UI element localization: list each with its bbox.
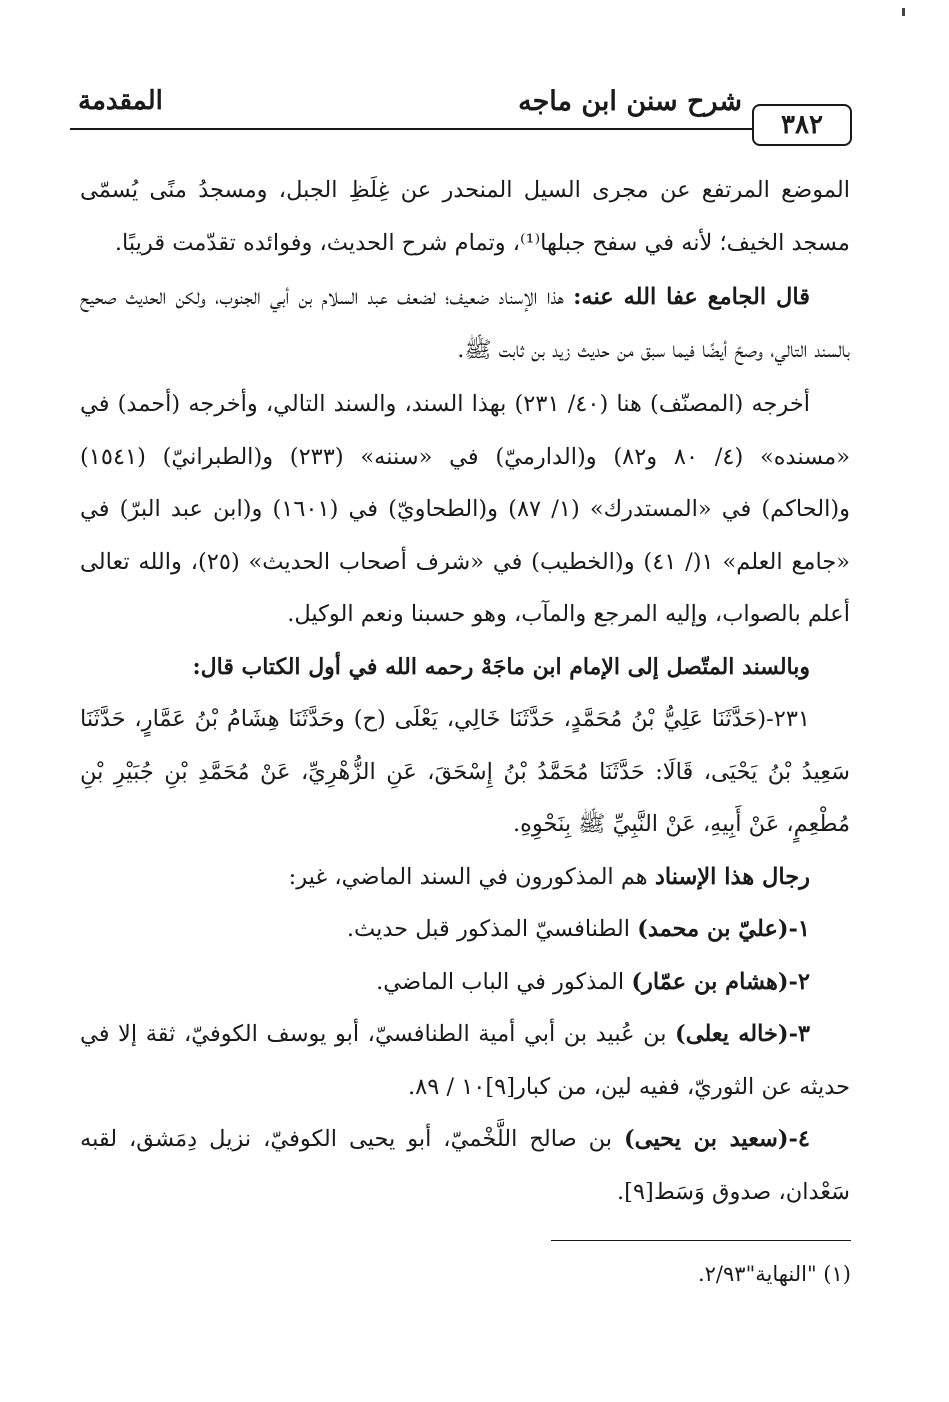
book-title: شرح سنن ابن ماجه	[518, 86, 742, 117]
narrator-name-3: ٣-(خاله يعلى)	[675, 1021, 811, 1047]
header-rule	[70, 128, 752, 130]
narrator-desc-1: الطنافسيّ المذكور قبل حديث.	[346, 916, 638, 942]
footnote-rule	[551, 1240, 851, 1241]
paragraph-3: أخرجه (المصنّف) هنا (٤٠/ ٢٣١) بهذا السند، والسند التالي، وأخرجه (أحمد) في «مسنده» (٤/ ٨٠ و٨٢) و(الدارميّ) في «سننه» (٢٣٣) و(الطبرانيّ) (١٥٤١) و(الحاكم) في «المستدرك» (١/ ٨٧) و(الطحاويّ) في (١٦٠١) و(ابن عبد البرّ) في «جامع العلم» ١(/ ٤١) و(الخطيب) في «شرف أصحاب الحديث» (٢٥)، والله تعالى أعلم بالصواب، وإليه المرجع والمآب، وهو حسبنا ونعم الوكيل.	[80, 391, 850, 627]
page-header	[70, 80, 852, 150]
scan-mark	[902, 8, 905, 16]
narrator-desc-4: بن صالح اللَّخْميّ، أبو يحيى الكوفيّ، نزيل دِمَشق، لقبه سَعْدان، صدوق وَسَط[٩].	[80, 1126, 850, 1205]
narrator-desc-2: المذكور في الباب الماضي.	[376, 968, 632, 995]
main-text	[80, 164, 850, 1218]
narrator-name-2: ٢-(هشام بن عمّار)	[631, 968, 810, 995]
author-note-text: هذا الإسناد ضعيف؛ لضعف عبد السلام بن أبي الجنوب، ولكن الحديث صحيح بالسند التالي، وصحّ أيضًا فيما سبق من حديث زيد بن ثابت ﷺ.	[80, 284, 850, 363]
rijal-label: رجال هذا الإسناد	[654, 863, 810, 890]
author-note-label: قال الجامع عفا الله عنه:	[573, 284, 811, 310]
narrator-item-2	[80, 956, 850, 1009]
chain-heading: وبالسند المتّصل إلى الإمام ابن ماجَهْ رحمه الله في أول الكتاب قال:	[192, 653, 810, 680]
narrator-item-3	[80, 1008, 850, 1113]
page-number: ٣٨٢	[752, 104, 852, 146]
hadith-text: ٢٣١-(حَدَّثَنَا عَلِيُّ بْنُ مُحَمَّدٍ، حَدَّثَنَا خَالِي، يَعْلَى (ح) وحَدَّثَنَا هِشَامُ بْنُ عَمَّارٍ، حَدَّثَنَا سَعِيدُ بْنُ يَحْيَى، قَالَا: حَدَّثَنَا مُحَمَّدُ بْنُ إِسْحَقَ، عَنِ الزُّهْرِيِّ، عَنْ مُحَمَّدِ بْنِ جُبَيْرِ بْنِ مُطْعِمٍ، عَنْ أَبِيهِ، عَنْ النَّبِيِّ ﷺ بِنَحْوِهِ.	[80, 706, 850, 837]
narrator-item-1	[80, 903, 850, 956]
narrator-desc-3: بن عُبيد بن أبي أمية الطنافسيّ، أبو يوسف الكوفيّ، ثقة إلا في حديثه عن الثوريّ، ففيه لين، من كبار[٩]١٠ / ٨٩.	[80, 1021, 850, 1100]
narrator-item-4	[80, 1113, 850, 1218]
footnote: (١) "النهاية"٢/٩٣.	[697, 1262, 851, 1286]
section-title: المقدمة	[78, 86, 163, 116]
rijal-intro	[80, 851, 850, 904]
rijal-text: هم المذكورون في السند الماضي، غير:	[288, 863, 655, 890]
narrator-name-4: ٤-(سعيد بن يحيى)	[623, 1126, 810, 1152]
paragraph-1: الموضع المرتفع عن مجرى السيل المنحدر عن غِلَظِ الجبل، ومسجدُ منًى يُسمّى مسجد الخيف؛ لأنه في سفح جبلها⁽¹⁾، وتمام شرح الحديث، وفوائده تقدّمت قريبًا.	[80, 177, 850, 256]
paragraph-2	[80, 271, 850, 376]
narrator-name-1: ١-(عليّ بن محمد)	[637, 916, 810, 942]
